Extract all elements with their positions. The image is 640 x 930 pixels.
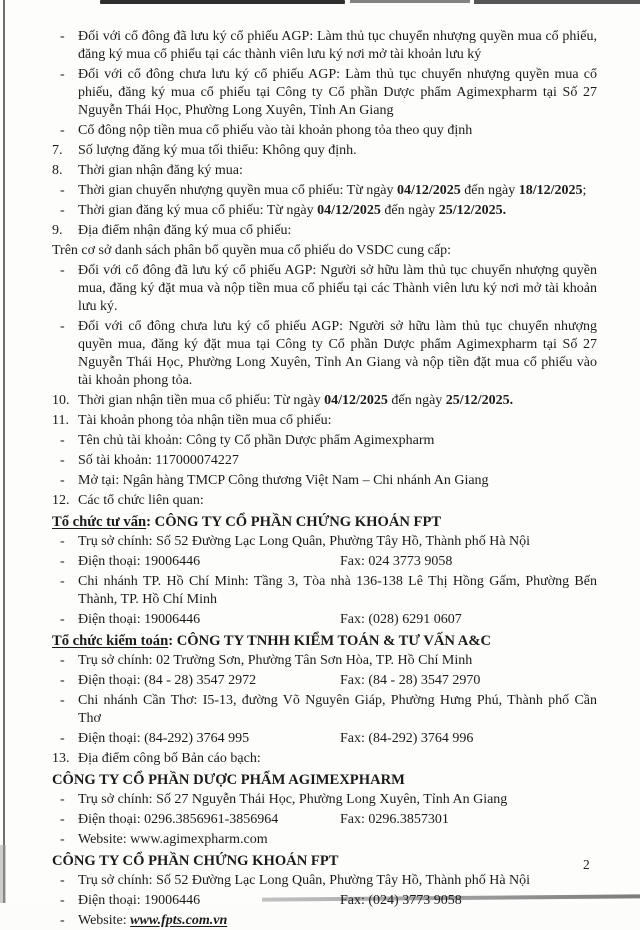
line-text xyxy=(78,912,597,930)
bullet-marker: - xyxy=(60,832,65,847)
numbered-item xyxy=(52,412,597,430)
list-item xyxy=(52,28,597,64)
text-segment: Website: www.agimexpharm.com xyxy=(78,832,268,847)
line-text xyxy=(78,652,597,670)
scan-artifact-top-line xyxy=(350,0,470,3)
bullet-marker: - xyxy=(60,913,65,928)
text-segment: : CÔNG TY TNHH KIỂM TOÁN & TƯ VẤN A&C xyxy=(168,633,492,649)
text-segment: Đối với cổ đông đã lưu ký cổ phiếu AGP: Người sở hữu làm thủ tục chuyển nhượng quyền mua, đăng ký đặt mua và nộp tiền mua cổ phiếu tại các Thành viên lưu ký nơi mở tài khoản lưu ký. xyxy=(78,263,597,314)
scan-artifact-left-edge-shadow xyxy=(0,845,6,903)
section-heading xyxy=(52,632,597,650)
list-item xyxy=(52,122,597,140)
item-number: 8. xyxy=(52,163,63,178)
text-segment: Tài khoản phong tỏa nhận tiền mua cổ phiếu: xyxy=(78,413,332,428)
bullet-marker: - xyxy=(60,612,65,627)
list-item xyxy=(52,872,597,890)
bullet-marker: - xyxy=(60,873,65,888)
line-text xyxy=(78,122,597,140)
text-segment: Thời gian nhận đăng ký mua: xyxy=(78,163,243,178)
text-segment: Trên cơ sở danh sách phân bổ quyền mua cổ phiếu do VSDC cung cấp: xyxy=(52,243,451,258)
text-segment: Trụ sở chính: Số 52 Đường Lạc Long Quân, Phường Tây Hồ, Thành phố Hà Nội xyxy=(78,873,531,888)
line-text xyxy=(78,672,597,690)
item-number: 13. xyxy=(52,751,70,766)
text-segment: CÔNG TY CỔ PHẦN CHỨNG KHOÁN FPT xyxy=(52,853,339,869)
bullet-marker: - xyxy=(60,67,65,82)
list-item xyxy=(52,652,597,670)
line-text xyxy=(78,202,597,220)
text-segment: Thời gian đăng ký mua cổ phiếu: Từ ngày xyxy=(78,203,318,218)
text-segment: Điện thoại: (84-292) 3764 995 xyxy=(78,731,250,746)
text-segment: Trụ sở chính: 02 Trường Sơn, Phường Tân Sơn Hòa, TP. Hồ Chí Minh xyxy=(78,653,473,668)
text-segment: Số tài khoản: 117000074227 xyxy=(78,453,239,468)
line-text xyxy=(78,432,597,450)
line-text xyxy=(78,730,597,748)
line-text xyxy=(78,182,597,200)
text-segment: 25/12/2025. xyxy=(438,203,507,218)
text-segment: Website: xyxy=(78,913,131,928)
text-segment: Thời gian nhận tiền mua cổ phiếu: Từ ngày xyxy=(78,393,325,408)
item-number: 7. xyxy=(52,143,63,158)
line-text xyxy=(78,142,597,160)
text-segment: Đối với cổ đông chưa lưu ký cổ phiếu AGP: Làm thủ tục chuyển nhượng quyền mua cổ phiếu, đăng ký mua cổ phiếu tại Công ty Cổ phần Dược phẩm Agimexpharm tại Số 27 Nguyễn Thái Học, Phường Long Xuyên, Tỉnh An Giang xyxy=(78,67,597,118)
text-segment: Địa điểm nhận đăng ký mua cổ phiếu: xyxy=(78,223,292,238)
text-segment: ; xyxy=(582,183,587,198)
bullet-marker: - xyxy=(60,319,65,334)
text-segment: Tổ chức tư vấn xyxy=(52,514,147,530)
page-number: 2 xyxy=(583,857,590,872)
line-text xyxy=(78,750,597,768)
bullet-marker: - xyxy=(60,554,65,569)
list-item xyxy=(52,791,597,809)
fax-text: Fax: 0296.3857301 xyxy=(340,812,449,827)
bullet-marker: - xyxy=(60,893,65,908)
contact-line xyxy=(52,672,597,690)
bullet-marker: - xyxy=(60,473,65,488)
bullet-marker: - xyxy=(60,673,65,688)
item-number: 9. xyxy=(52,223,63,238)
list-item xyxy=(52,912,597,930)
line-text xyxy=(78,892,597,910)
list-item xyxy=(52,262,597,316)
bullet-marker: - xyxy=(60,433,65,448)
fax-text: Fax: 024 3773 9058 xyxy=(340,554,453,569)
section-heading xyxy=(52,513,597,531)
text-segment: 04/12/2025 xyxy=(397,183,461,198)
scan-artifact-left-edge xyxy=(3,0,5,903)
text-segment: 04/12/2025 xyxy=(324,393,388,408)
line-text xyxy=(78,472,597,490)
list-item xyxy=(52,472,597,490)
list-item xyxy=(52,452,597,470)
text-segment: Số lượng đăng ký mua tối thiểu: Không quy định. xyxy=(78,143,357,158)
line-text xyxy=(52,852,597,870)
text-segment: Điện thoại: 19006446 xyxy=(78,893,201,908)
text-segment: Tổ chức kiểm toán xyxy=(52,633,169,649)
bullet-marker: - xyxy=(60,123,65,138)
line-text xyxy=(78,28,597,64)
line-text xyxy=(78,452,597,470)
contact-line xyxy=(52,730,597,748)
list-item xyxy=(52,66,597,120)
bullet-marker: - xyxy=(60,812,65,827)
contact-line xyxy=(52,611,597,629)
numbered-item xyxy=(52,142,597,160)
list-item xyxy=(52,533,597,551)
list-item xyxy=(52,182,597,200)
item-number: 12. xyxy=(52,493,70,508)
bullet-marker: - xyxy=(60,574,65,589)
list-item xyxy=(52,692,597,728)
bullet-marker: - xyxy=(60,792,65,807)
paragraph xyxy=(52,242,597,260)
scan-artifact-top-line xyxy=(474,0,640,4)
text-segment: : CÔNG TY CỔ PHẦN CHỨNG KHOÁN FPT xyxy=(146,514,442,530)
numbered-item xyxy=(52,750,597,768)
numbered-item xyxy=(52,162,597,180)
section-heading xyxy=(52,852,597,870)
text-segment: www.fpts.com.vn xyxy=(130,913,228,928)
text-segment: 25/12/2025. xyxy=(445,393,514,408)
text-segment: Đối với cổ đông chưa lưu ký cổ phiếu AGP: Người sở hữu làm thủ tục chuyển nhượng quyền mua, đăng ký đặt mua tại Công ty Cổ phần Dược phẩm Agimexpharm tại Số 27 Nguyễn Thái Học, Phường Long Xuyên, Tỉnh An Giang và nộp tiền đặt mua cổ phiếu vào tài khoản phong tỏa. xyxy=(78,319,597,388)
fax-text: Fax: (024) 3773 9058 xyxy=(340,893,462,908)
list-item xyxy=(52,831,597,849)
line-text xyxy=(52,632,597,650)
bullet-marker: - xyxy=(60,29,65,44)
line-text xyxy=(52,513,597,531)
text-segment: 04/12/2025 xyxy=(317,203,381,218)
text-segment: Chi nhánh Cần Thơ: I5-13, đường Võ Nguyên Giáp, Phường Hưng Phú, Thành phố Cần Thơ xyxy=(78,693,597,726)
bullet-marker: - xyxy=(60,693,65,708)
line-text xyxy=(78,831,597,849)
line-text xyxy=(78,791,597,809)
line-text xyxy=(78,262,597,316)
line-text xyxy=(78,611,597,629)
bullet-marker: - xyxy=(60,453,65,468)
document-body xyxy=(52,28,597,930)
text-segment: Các tổ chức liên quan: xyxy=(78,493,204,508)
bullet-marker: - xyxy=(60,263,65,278)
text-segment: Chi nhánh TP. Hồ Chí Minh: Tầng 3, Tòa nhà 136-138 Lê Thị Hồng Gấm, Phường Bến Thành, TP. Hồ Chí Minh xyxy=(78,574,597,607)
fax-text: Fax: (84-292) 3764 996 xyxy=(340,731,474,746)
contact-line xyxy=(52,553,597,571)
line-text xyxy=(78,392,597,410)
line-text xyxy=(78,573,597,609)
line-text xyxy=(78,492,597,510)
list-item xyxy=(52,573,597,609)
line-text xyxy=(78,553,597,571)
line-text xyxy=(52,242,597,260)
text-segment: CÔNG TY CỔ PHẦN DƯỢC PHẨM AGIMEXPHARM xyxy=(52,772,405,788)
text-segment: Mở tại: Ngân hàng TMCP Công thương Việt Nam – Chi nhánh An Giang xyxy=(78,473,489,488)
section-heading xyxy=(52,771,597,789)
line-text xyxy=(78,412,597,430)
bullet-marker: - xyxy=(60,203,65,218)
line-text xyxy=(52,771,597,789)
line-text xyxy=(78,66,597,120)
line-text xyxy=(78,162,597,180)
list-item xyxy=(52,202,597,220)
bullet-marker: - xyxy=(60,653,65,668)
text-segment: Điện thoại: 0296.3856961-3856964 xyxy=(78,812,279,827)
contact-line xyxy=(52,892,597,910)
text-segment: Đối với cổ đông đã lưu ký cổ phiếu AGP: Làm thủ tục chuyển nhượng quyền mua cổ phiếu, đăng ký mua cổ phiếu tại các thành viên lưu ký nơi mở tài khoản lưu ký xyxy=(78,29,597,62)
fax-text: Fax: (028) 6291 0607 xyxy=(340,612,462,627)
scan-artifact-top-line xyxy=(100,0,345,4)
text-segment: Tên chủ tài khoản: Công ty Cổ phần Dược phẩm Agimexpharm xyxy=(78,433,435,448)
text-segment: Trụ sở chính: Số 27 Nguyễn Thái Học, Phường Long Xuyên, Tỉnh An Giang xyxy=(78,792,508,807)
text-segment: đến ngày xyxy=(460,183,519,198)
line-text xyxy=(78,222,597,240)
text-segment: Thời gian chuyển nhượng quyền mua cổ phiếu: Từ ngày xyxy=(78,183,397,198)
bullet-marker: - xyxy=(60,534,65,549)
bullet-marker: - xyxy=(60,183,65,198)
item-number: 11. xyxy=(52,413,69,428)
fax-text: Fax: (84 - 28) 3547 2970 xyxy=(340,673,481,688)
line-text xyxy=(78,533,597,551)
text-segment: Điện thoại: 19006446 xyxy=(78,612,201,627)
line-text xyxy=(78,318,597,390)
text-segment: đến ngày xyxy=(380,203,439,218)
list-item xyxy=(52,432,597,450)
list-item xyxy=(52,318,597,390)
contact-line xyxy=(52,811,597,829)
bullet-marker: - xyxy=(60,731,65,746)
line-text xyxy=(78,872,597,890)
numbered-item xyxy=(52,392,597,410)
line-text xyxy=(78,692,597,728)
numbered-item xyxy=(52,492,597,510)
item-number: 10. xyxy=(52,393,70,408)
text-segment: đến ngày xyxy=(387,393,446,408)
text-segment: Cổ đông nộp tiền mua cổ phiếu vào tài khoản phong tỏa theo quy định xyxy=(78,123,473,138)
text-segment: Trụ sở chính: Số 52 Đường Lạc Long Quân, Phường Tây Hồ, Thành phố Hà Nội xyxy=(78,534,531,549)
text-segment: 18/12/2025 xyxy=(518,183,583,198)
text-segment: Địa điểm công bố Bản cáo bạch: xyxy=(78,751,261,766)
line-text xyxy=(78,811,597,829)
text-segment: Điện thoại: (84 - 28) 3547 2972 xyxy=(78,673,257,688)
text-segment: Điện thoại: 19006446 xyxy=(78,554,201,569)
numbered-item xyxy=(52,222,597,240)
